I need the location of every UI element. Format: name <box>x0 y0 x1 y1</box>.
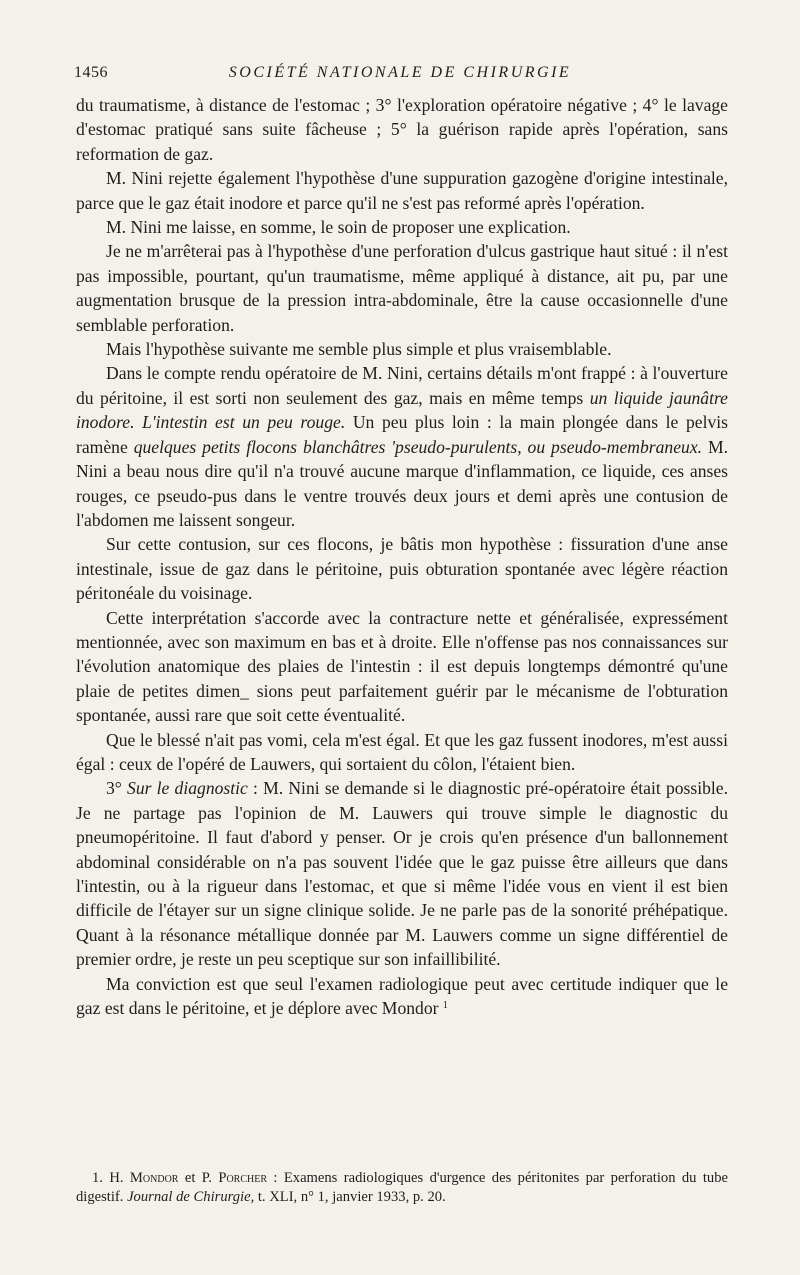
footnote-author-2: P. Porcher <box>201 1170 268 1186</box>
paragraph-10-number: 3° <box>106 778 128 799</box>
running-header <box>74 64 726 82</box>
paragraph-6-text-3: M. Nini a beau nous dire qu'il n'a trouvé aucune marque d'inflammation, ce liquide, ces anses rouges, ce pseudo-pus dans le ventre trouvés deux jours et demi après une contusion de l'abdomen me laissent songeur. <box>76 436 728 530</box>
footnote-journal: Journal de Chirurgie, <box>127 1189 255 1205</box>
paragraph-11-text: Ma conviction est que seul l'examen radiologique peut avec certitude indiquer que le gaz est dans le péritoine, et je déplore avec Mondor <box>76 973 728 1019</box>
paragraph-6-text-2: Un peu plus loin : la main plongée dans le pelvis ramène <box>76 412 729 457</box>
paragraph-10 <box>76 776 728 971</box>
footnote-number: 1. <box>92 1170 110 1186</box>
footnote-reference: 1 <box>442 1000 448 1012</box>
paragraph-6 <box>76 361 728 532</box>
paragraph-3: M. Nini me laisse, en somme, le soin de proposer une explication. <box>106 217 571 238</box>
section-heading-diagnostic: Sur le diagnostic <box>127 778 248 799</box>
paragraph-6-text-1: Dans le compte rendu opératoire de M. Nini, certains détails m'ont frappé : à l'ouverture du péritoine, il est sorti non seulement des gaz, mais en même temps <box>76 363 728 408</box>
footnote <box>76 1169 728 1207</box>
running-title: SOCIÉTÉ NATIONALE DE CHIRURGIE <box>228 64 572 81</box>
paragraph-9: Que le blessé n'ait pas vomi, cela m'est égal. Et que les gaz fussent inodores, m'est aussi égal : ceux de l'opéré de Lauwers, qui sortaient du côlon, l'étaient bien. <box>76 729 728 774</box>
body-text <box>76 93 728 1020</box>
paragraph-2: M. Nini rejette également l'hypothèse d'une suppuration gazogène d'origine intestinale, parce que le gaz était inodore et parce qu'il ne s'est pas reformé après l'opération. <box>76 168 728 213</box>
paragraph-1: du traumatisme, à distance de l'estomac ; 3° l'exploration opératoire négative ; 4° le lavage d'estomac pratiqué sans suite fâcheuse ; 5° la guérison rapide après l'opération, sans reformation de gaz. <box>76 95 728 164</box>
paragraph-8: Cette interprétation s'accorde avec la contracture nette et généralisée, expressément mentionnée, avec son maximum en bas et à droite. Elle n'offense pas nos connaissances sur l'évolution anatomique des plaies de l'intestin : il est depuis longtemps démontré qu'une plaie de petites dimen_ sions peut parfaitement guérir par le mécanisme de l'obturation spontanée, aussi rare que soit cette éventualité. <box>76 607 728 726</box>
page-number: 1456 <box>74 64 108 81</box>
paragraph-11 <box>76 972 728 1021</box>
footnote-title: : Examens radiologiques d'urgence des péritonites par perforation du tube digestif. <box>76 1170 729 1205</box>
footnote-1 <box>76 1169 728 1207</box>
footnote-conjunction: et <box>178 1170 202 1186</box>
footnote-author-1: H. Mondor <box>109 1170 179 1186</box>
quote-flocons: quelques petits flocons blanchâtres 'pseudo-purulents, ou pseudo-membraneux. <box>133 436 703 457</box>
quote-operative-liquid: un liquide jaunâtre inodore. L'intestin est un peu rouge. <box>76 387 728 433</box>
footnote-citation: t. XLI, n° 1, janvier 1933, p. 20. <box>254 1189 446 1205</box>
paragraph-5: Mais l'hypothèse suivante me semble plus simple et plus vraisemblable. <box>106 339 612 360</box>
paragraph-4: Je ne m'arrêterai pas à l'hypothèse d'une perforation d'ulcus gastrique haut situé : il n'est pas impossible, pourtant, qu'un traumatisme, même appliqué à distance, ait pu, par une augmentation brusque de la pression intra-abdominale, être la cause occasionnelle d'une semblable perforation. <box>76 241 728 335</box>
paragraph-10-text: : M. Nini se demande si le diagnostic pré-opératoire était possible. Je ne partage pas l'opinion de M. Lauwers qui trouve simple le diagnostic du pneumopéritoine. Il faut d'abord y penser. Or je crois qu'en présence d'un ballonnement abdominal considérable on n'a pas souvent l'idée que le gaz puisse être ailleurs que dans l'intestin, ou à la rigueur dans l'estomac, et que si même l'idée vous en vient il est bien difficile de l'étayer sur un signe clinique solide. Je ne parle pas de la sonorité préhépatique. Quant à la résonance métallique donnée par M. Lauwers comme un signe différentiel de premier ordre, je reste un peu sceptique sur son infaillibilité. <box>76 778 729 970</box>
paragraph-7: Sur cette contusion, sur ces flocons, je bâtis mon hypothèse : fissuration d'une anse intestinale, issue de gaz dans le péritoine, puis obturation spontanée avec légère réaction péritonéale du voisinage. <box>76 534 728 604</box>
